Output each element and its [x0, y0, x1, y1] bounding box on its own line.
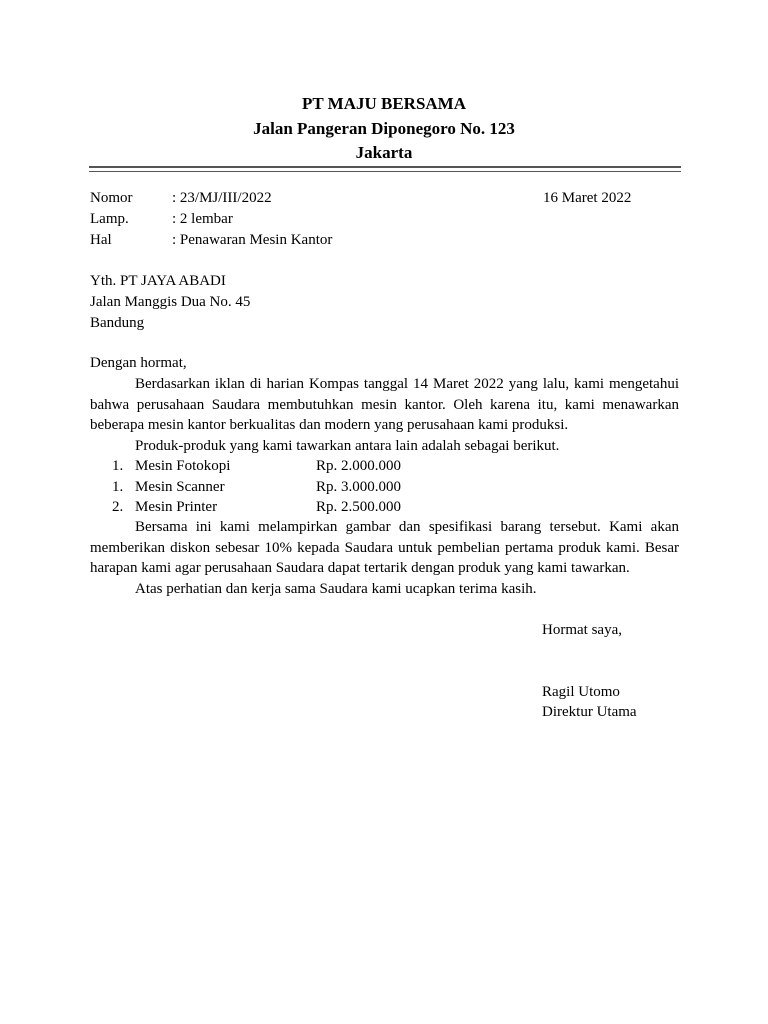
list-item-name: Mesin Fotokopi: [135, 458, 231, 474]
paragraph-products-intro: Produk-produk yang kami tawarkan antara lain adalah sebagai berikut.: [135, 438, 560, 454]
company-address: Jalan Pangeran Diponegoro No. 123: [253, 119, 515, 138]
company-city: Jakarta: [355, 143, 413, 162]
hal-value: : Penawaran Mesin Kantor: [172, 232, 333, 248]
lamp-value: : 2 lembar: [172, 211, 233, 227]
hal-label: Hal: [90, 232, 112, 248]
signatory-title: Direktur Utama: [542, 704, 637, 720]
recipient-name: Yth. PT JAYA ABADI: [90, 273, 226, 289]
salutation: Dengan hormat,: [90, 355, 187, 371]
recipient-city: Bandung: [90, 315, 145, 331]
company-name: PT MAJU BERSAMA: [301, 94, 467, 113]
signatory-name: Ragil Utomo: [542, 684, 620, 700]
list-item-name: Mesin Scanner: [135, 479, 225, 495]
list-item-price: Rp. 3.000.000: [316, 479, 402, 495]
recipient-address: Jalan Manggis Dua No. 45: [90, 294, 251, 310]
paragraph-attachment: Bersama ini kami melampirkan gambar dan spesifikasi barang tersebut. Kami akan memberikan diskon sebesar 10% kepada Saudara untuk pembelian pertama produk kami. Besar harapan kami agar perusahaan Saudara dapat tertarik dengan produk yang kami tawarkan.: [90, 519, 679, 577]
letterhead-rule-thin: [89, 171, 681, 172]
list-item-price: Rp. 2.000.000: [316, 458, 402, 474]
list-item-number: 1.: [112, 458, 124, 474]
list-item-name: Mesin Printer: [135, 499, 218, 515]
letterhead-rule-thick: [89, 166, 681, 168]
letter-date: 16 Maret 2022: [543, 190, 632, 206]
paragraph-opening: Berdasarkan iklan di harian Kompas tanggal 14 Maret 2022 yang lalu, kami mengetahui bahwa perusahaan Saudara membutuhkan mesin kantor. Oleh karena itu, kami menawarkan beberapa mesin kantor berkualitas dan modern yang perusahaan kami produksi.: [90, 376, 679, 434]
nomor-label: Nomor: [90, 190, 133, 206]
closing-greeting: Hormat saya,: [542, 622, 622, 638]
lamp-label: Lamp.: [90, 211, 129, 227]
list-item-price: Rp. 2.500.000: [316, 499, 402, 515]
paragraph-thanks: Atas perhatian dan kerja sama Saudara kami ucapkan terima kasih.: [135, 581, 537, 597]
list-item-number: 2.: [112, 499, 124, 515]
list-item-number: 1.: [112, 479, 124, 495]
nomor-value: : 23/MJ/III/2022: [172, 190, 272, 206]
